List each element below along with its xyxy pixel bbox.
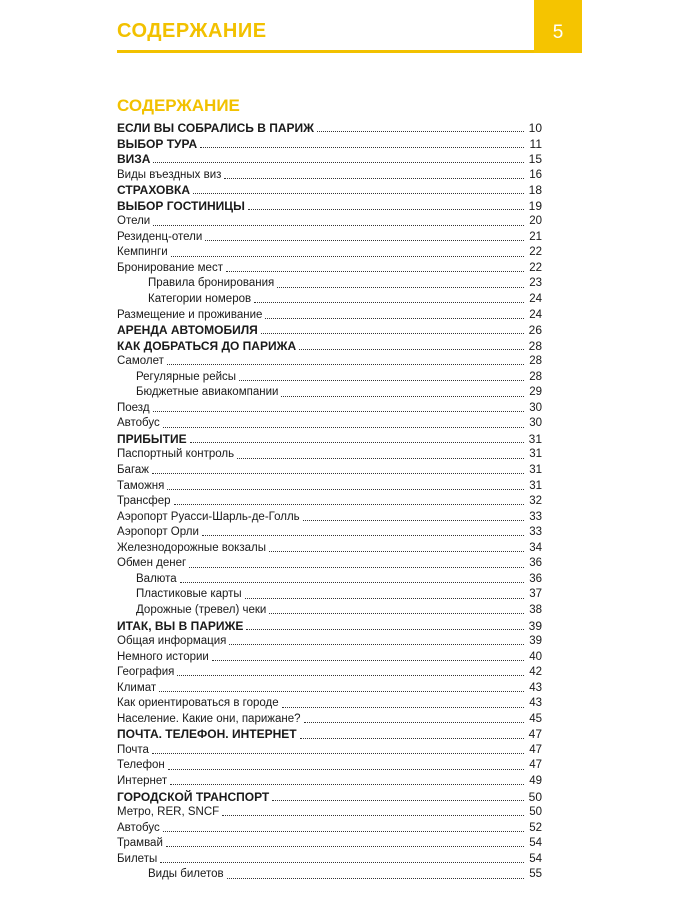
toc-entry	[117, 743, 542, 759]
toc-entry	[117, 137, 542, 153]
toc-entry	[117, 432, 542, 448]
toc-entry-label: Виды въездных виз	[117, 168, 222, 181]
toc-entry-label: ЕСЛИ ВЫ СОБРАЛИСЬ В ПАРИЖ	[117, 121, 315, 135]
toc-entry-label: КАК ДОБРАТЬСЯ ДО ПАРИЖА	[117, 338, 297, 353]
toc-entry	[117, 479, 542, 495]
toc-entry-label: ВИЗА	[117, 152, 151, 167]
dot-leader	[303, 520, 524, 521]
dot-leader	[153, 162, 524, 163]
toc-entry-page: 24	[529, 308, 542, 321]
toc-entry-label: Паспортный контроль	[117, 448, 235, 461]
dot-leader	[272, 800, 524, 801]
dot-leader	[170, 784, 524, 785]
toc-entry	[117, 214, 542, 230]
toc-heading: СОДЕРЖАНИЕ	[117, 96, 240, 115]
toc-entry	[117, 354, 542, 370]
toc-entry-page: 28	[529, 355, 542, 368]
toc-entry	[117, 681, 542, 697]
dot-leader	[254, 302, 524, 303]
toc-entry	[117, 587, 542, 603]
toc-entry-label: Регулярные рейсы	[136, 370, 237, 383]
dot-leader	[300, 738, 524, 739]
toc-entry-page: 36	[529, 572, 542, 585]
toc-entry	[117, 230, 542, 246]
dot-leader	[159, 691, 524, 692]
toc-entry-label: Немного истории	[117, 650, 209, 663]
toc-entry-page: 32	[529, 495, 542, 508]
toc-entry-label: Автобус	[117, 417, 160, 430]
dot-leader	[163, 427, 524, 428]
toc-entry-label: Бюджетные авиакомпании	[136, 386, 279, 399]
toc-entry	[117, 401, 542, 417]
dot-leader	[265, 318, 524, 319]
dot-leader	[152, 753, 524, 754]
toc-entry	[117, 603, 542, 619]
header-rule	[117, 50, 534, 53]
dot-leader	[317, 131, 524, 132]
toc-entry-page: 33	[529, 510, 542, 523]
toc-entry	[117, 774, 542, 790]
toc-entry	[117, 836, 542, 852]
toc-entry-label: Размещение и проживание	[117, 308, 263, 321]
toc-entry-page: 29	[529, 386, 542, 399]
toc-entry-page: 36	[529, 557, 542, 570]
dot-leader	[171, 256, 524, 257]
toc-entry-page: 52	[529, 821, 542, 834]
toc-entry-page: 31	[528, 431, 542, 446]
toc-entry	[117, 276, 542, 292]
toc-entry-page: 30	[529, 417, 542, 430]
toc-entry-label: ВЫБОР ГОСТИНИЦЫ	[117, 198, 245, 213]
toc-entry-label: Железнодорожные вокзалы	[117, 541, 266, 554]
toc-entry	[117, 572, 542, 588]
toc-entry-page: 10	[528, 121, 542, 135]
dot-leader	[153, 411, 524, 412]
dot-leader	[245, 598, 524, 599]
toc-entry-label: Виды билетов	[148, 868, 224, 881]
toc-entry-page: 31	[529, 464, 542, 477]
toc-entry	[117, 727, 542, 743]
dot-leader	[248, 209, 524, 210]
dot-leader	[180, 582, 524, 583]
toc-entry-page: 42	[529, 666, 542, 679]
toc-entry	[117, 121, 542, 137]
toc-entry	[117, 634, 542, 650]
toc-entry-page: 55	[529, 868, 542, 881]
toc-entry-label: Как ориентироваться в городе	[117, 697, 279, 710]
dot-leader	[166, 846, 524, 847]
toc-entry	[117, 199, 542, 215]
toc-entry	[117, 525, 542, 541]
toc-entry	[117, 385, 542, 401]
dot-leader	[212, 660, 524, 661]
toc-entry	[117, 852, 542, 868]
dot-leader	[193, 193, 524, 194]
toc-entry-label: ПОЧТА. ТЕЛЕФОН. ИНТЕРНЕТ	[117, 727, 297, 742]
toc-entry-page: 15	[528, 152, 542, 167]
dot-leader	[163, 831, 524, 832]
toc-entry	[117, 665, 542, 681]
toc-entry-label: ПРИБЫТИЕ	[117, 431, 187, 446]
toc-entry-label: Аэропорт Руасси-Шарль-де-Голль	[117, 510, 300, 523]
toc-entry-page: 47	[529, 759, 542, 772]
toc-entry-label: Кемпинги	[117, 246, 168, 259]
toc-entry-page: 54	[529, 852, 542, 865]
toc-entry-page: 39	[528, 618, 542, 633]
toc-entry	[117, 339, 542, 355]
dot-leader	[190, 442, 524, 443]
dot-leader	[202, 535, 524, 536]
toc-entry-page: 47	[528, 727, 542, 742]
toc-entry-label: СТРАХОВКА	[117, 183, 190, 198]
toc-entry-label: Самолет	[117, 355, 164, 368]
toc-entry	[117, 650, 542, 666]
toc-entry-page: 22	[529, 261, 542, 274]
dot-leader	[200, 147, 524, 148]
toc-entry-page: 43	[529, 697, 542, 710]
toc-entry-page: 31	[529, 448, 542, 461]
page-number-tab	[534, 0, 582, 53]
toc-entry-page: 19	[528, 198, 542, 213]
toc-entry	[117, 168, 542, 184]
dot-leader	[174, 504, 524, 505]
toc-entry-page: 23	[529, 277, 542, 290]
toc-entry	[117, 494, 542, 510]
toc-entry-page: 30	[529, 401, 542, 414]
dot-leader	[152, 473, 524, 474]
toc-entry-page: 18	[528, 183, 542, 198]
dot-leader	[226, 271, 524, 272]
dot-leader	[246, 629, 524, 630]
dot-leader	[299, 349, 524, 350]
page-number: 5	[552, 22, 564, 43]
toc-entry-label: Валюта	[136, 572, 177, 585]
toc-entry-page: 24	[529, 293, 542, 306]
toc-entry	[117, 867, 542, 883]
toc-entry-label: Обмен денег	[117, 557, 187, 570]
toc-entry-page: 47	[529, 743, 542, 756]
toc-entry	[117, 447, 542, 463]
toc-entry	[117, 556, 542, 572]
toc-entry	[117, 292, 542, 308]
toc-entry-label: Бронирование мест	[117, 261, 223, 274]
table-of-contents	[117, 121, 542, 883]
page-header	[0, 0, 675, 56]
toc-entry-label: Автобус	[117, 821, 160, 834]
toc-entry-page: 34	[529, 541, 542, 554]
toc-entry-label: Общая информация	[117, 635, 227, 648]
toc-entry-page: 33	[529, 526, 542, 539]
toc-entry-page: 40	[529, 650, 542, 663]
dot-leader	[281, 396, 524, 397]
dot-leader	[222, 815, 524, 816]
toc-entry	[117, 790, 542, 806]
toc-entry-page: 39	[529, 635, 542, 648]
toc-entry-page: 21	[529, 230, 542, 243]
toc-entry-label: ГОРОДСКОЙ ТРАНСПОРТ	[117, 789, 270, 804]
toc-entry	[117, 619, 542, 635]
toc-entry	[117, 510, 542, 526]
dot-leader	[168, 769, 524, 770]
dot-leader	[189, 567, 524, 568]
toc-entry-label: Трамвай	[117, 837, 163, 850]
toc-entry-label: Аэропорт Орли	[117, 526, 199, 539]
dot-leader	[229, 644, 524, 645]
dot-leader	[239, 380, 524, 381]
toc-entry-page: 16	[529, 168, 542, 181]
toc-entry	[117, 696, 542, 712]
toc-entry-page: 11	[529, 136, 542, 151]
toc-entry-page: 43	[529, 681, 542, 694]
toc-entry-label: Интернет	[117, 774, 168, 787]
toc-entry-page: 28	[529, 370, 542, 383]
toc-entry-label: ВЫБОР ТУРА	[117, 136, 198, 151]
toc-entry	[117, 245, 542, 261]
toc-entry-page: 38	[529, 603, 542, 616]
dot-leader	[237, 458, 524, 459]
toc-entry-label: Население. Какие они, парижане?	[117, 712, 301, 725]
dot-leader	[153, 225, 524, 226]
toc-entry	[117, 261, 542, 277]
toc-entry	[117, 370, 542, 386]
toc-entry-label: ИТАК, ВЫ В ПАРИЖЕ	[117, 618, 244, 633]
dot-leader	[227, 878, 524, 879]
toc-entry-label: Трансфер	[117, 495, 171, 508]
toc-entry-page: 37	[529, 588, 542, 601]
toc-entry	[117, 805, 542, 821]
toc-entry-label: Правила бронирования	[148, 277, 275, 290]
toc-entry-page: 50	[529, 806, 542, 819]
toc-entry	[117, 541, 542, 557]
dot-leader	[304, 722, 524, 723]
toc-entry-page: 50	[528, 789, 542, 804]
dot-leader	[167, 489, 524, 490]
dot-leader	[282, 707, 524, 708]
toc-entry-page: 54	[529, 837, 542, 850]
dot-leader	[205, 240, 524, 241]
toc-entry-label: Отели	[117, 215, 151, 228]
dot-leader	[269, 613, 524, 614]
toc-entry-label: Пластиковые карты	[136, 588, 242, 601]
dot-leader	[224, 178, 524, 179]
toc-entry-label: Билеты	[117, 852, 158, 865]
toc-entry-label: Категории номеров	[148, 293, 252, 306]
toc-entry	[117, 416, 542, 432]
toc-entry-page: 49	[529, 774, 542, 787]
toc-entry-label: Резиденц-отели	[117, 230, 203, 243]
dot-leader	[269, 551, 524, 552]
toc-entry-label: Климат	[117, 681, 157, 694]
dot-leader	[167, 364, 524, 365]
toc-entry-label: Поезд	[117, 401, 150, 414]
toc-entry	[117, 758, 542, 774]
dot-leader	[160, 862, 524, 863]
toc-entry-page: 28	[528, 338, 542, 353]
toc-entry	[117, 323, 542, 339]
toc-entry	[117, 308, 542, 324]
dot-leader	[261, 333, 524, 334]
toc-entry	[117, 463, 542, 479]
toc-entry-label: Метро, RER, SNCF	[117, 806, 220, 819]
toc-entry-label: География	[117, 666, 175, 679]
running-title: СОДЕРЖАНИЕ	[117, 20, 267, 42]
toc-entry-label: Дорожные (тревел) чеки	[136, 603, 267, 616]
toc-entry	[117, 712, 542, 728]
toc-entry	[117, 821, 542, 837]
toc-entry-page: 31	[529, 479, 542, 492]
toc-entry	[117, 152, 542, 168]
toc-entry-label: Багаж	[117, 464, 149, 477]
toc-entry-page: 20	[529, 215, 542, 228]
toc-entry-label: Почта	[117, 743, 149, 756]
toc-entry	[117, 183, 542, 199]
toc-entry-label: АРЕНДА АВТОМОБИЛЯ	[117, 323, 258, 338]
dot-leader	[277, 287, 524, 288]
toc-entry-page: 45	[529, 712, 542, 725]
toc-entry-label: Телефон	[117, 759, 165, 772]
toc-entry-page: 22	[529, 246, 542, 259]
toc-entry-page: 26	[528, 323, 542, 338]
dot-leader	[177, 675, 524, 676]
toc-entry-label: Таможня	[117, 479, 165, 492]
